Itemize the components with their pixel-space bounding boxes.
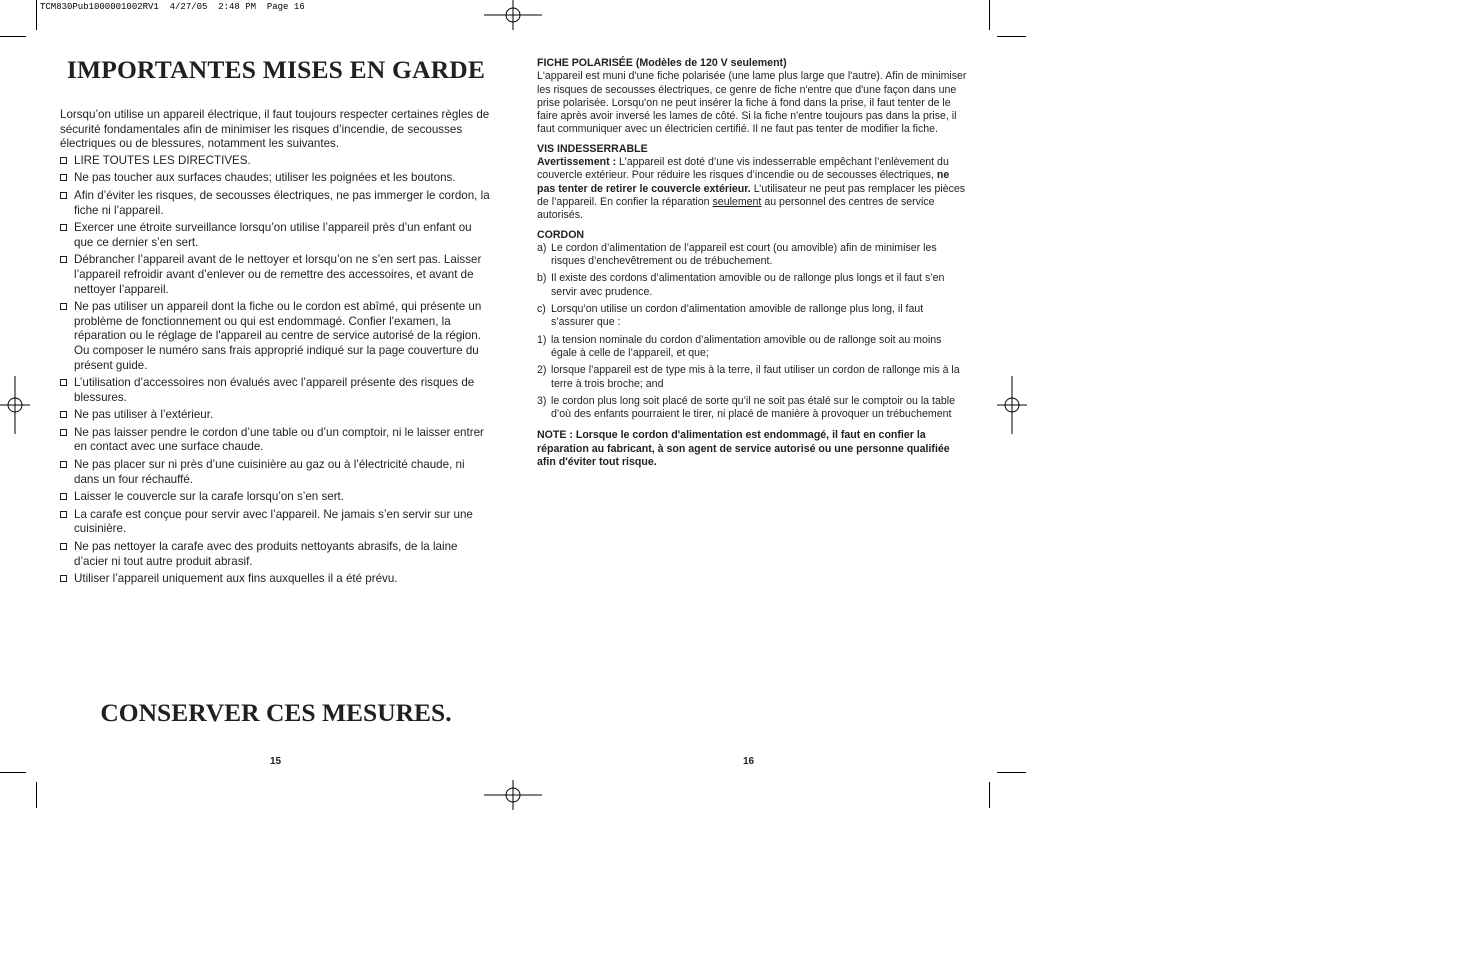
list-item-text: Afin d’éviter les risques, de secousses électriques, ne pas immerger le cordon, la fiche ni l’appareil. bbox=[74, 188, 490, 217]
tamper-screw-text bbox=[537, 156, 967, 222]
list-item bbox=[60, 253, 492, 297]
list-marker: a) bbox=[537, 241, 547, 254]
list-item bbox=[60, 408, 492, 423]
note-paragraph: NOTE : Lorsque le cordon d'alimentation est endommagé, il faut en confier la réparation au fabricant, à son agent de service autorisé ou une personne qualifiée afin d'éviter tout risque. bbox=[537, 429, 950, 469]
list-item-text: Ne pas utiliser un appareil dont la fiche ou le cordon est abîmé, qui présente un problème de fonctionnement ou qui est endommagé. Confier l'examen, la réparation ou le réglage de l'appareil au centre de service autorisé de la région. Ou composer le numéro sans frais approprié indiqué sur la page couverture du présent guide. bbox=[74, 300, 482, 372]
cord-list bbox=[537, 242, 967, 422]
crop-mark bbox=[0, 36, 26, 37]
list-item-text: La carafe est conçue pour servir avec l’appareil. Ne jamais s’en servir sur une cuisinière. bbox=[74, 507, 473, 536]
list-item bbox=[60, 490, 492, 505]
checkbox-square-icon bbox=[60, 192, 67, 199]
list-item-text: lorsque l’appareil est de type mis à la terre, il faut utiliser un cordon de rallonge mis à la terre à trois broche; and bbox=[551, 364, 960, 390]
list-item-text: Ne pas utiliser à l’extérieur. bbox=[74, 408, 214, 422]
crop-mark bbox=[997, 772, 1026, 773]
screw-text-part: L’appareil est doté d’une vis indesserrable empêchant l’enlèvement du couvercle extérieur. Pour réduire les risques d’incendie ou de secousses électriques, bbox=[537, 156, 949, 182]
list-item bbox=[60, 426, 492, 455]
list-item-text: Ne pas laisser pendre le cordon d’une table ou d’un comptoir, ni le laisser entrer en contact avec une surface chaude. bbox=[74, 425, 484, 454]
crop-mark bbox=[0, 772, 26, 773]
save-instructions-heading: CONSERVER CES MESURES. bbox=[100, 698, 452, 727]
list-marker: b) bbox=[537, 272, 547, 285]
list-item-text: Laisser le couvercle sur la carafe lorsqu’on s’en sert. bbox=[74, 490, 345, 504]
crop-mark bbox=[36, 782, 37, 808]
checkbox-square-icon bbox=[60, 379, 67, 386]
list-item bbox=[537, 242, 967, 269]
registration-mark-bottom bbox=[484, 780, 542, 810]
list-item-text: LIRE TOUTES LES DIRECTIVES. bbox=[74, 153, 251, 167]
right-page bbox=[537, 57, 967, 469]
list-marker: c) bbox=[537, 303, 546, 316]
screw-text-part: au personnel des centres de service autorisés. bbox=[537, 195, 935, 222]
checkbox-square-icon bbox=[60, 157, 67, 164]
list-item-text: Le cordon d’alimentation de l’appareil est court (ou amovible) afin de minimiser les risques d’enchevêtrement ou de trébuchement. bbox=[551, 241, 937, 268]
registration-mark-left bbox=[0, 376, 30, 434]
left-page bbox=[60, 55, 492, 590]
registration-mark-right bbox=[997, 376, 1027, 434]
page-title: IMPORTANTES MISES EN GARDE bbox=[66, 55, 486, 84]
warning-label: Avertissement : bbox=[537, 156, 617, 169]
polarized-plug-heading: FICHE POLARISÉE (Modèles de 120 V seulement) bbox=[537, 57, 787, 69]
crop-mark bbox=[997, 36, 1026, 37]
registration-mark-top bbox=[484, 0, 542, 30]
checkbox-square-icon bbox=[60, 461, 67, 468]
list-item-text: Ne pas placer sur ni près d’une cuisinière au gaz ou à l’électricité chaude, ni dans un four réchauffé. bbox=[74, 458, 465, 486]
checkbox-square-icon bbox=[60, 511, 67, 518]
checkbox-square-icon bbox=[60, 429, 67, 436]
list-item bbox=[60, 572, 492, 587]
list-item-text: Débrancher l’appareil avant de le nettoyer et lorsqu’on ne s’en sert pas. Laisser l’appareil refroidir avant d’enlever ou de remettre des accessoires, et avant de nettoyer l’appareil. bbox=[74, 253, 482, 296]
list-item bbox=[60, 458, 492, 487]
list-item bbox=[60, 508, 492, 537]
list-item bbox=[537, 364, 967, 391]
list-item-text: Il existe des cordons d’alimentation amovible ou de rallonge plus longs et il faut s’en servir avec prudence. bbox=[551, 272, 945, 298]
safety-list bbox=[60, 154, 492, 587]
page-number-left: 15 bbox=[270, 756, 282, 767]
crop-mark bbox=[989, 0, 990, 30]
list-item-text: le cordon plus long soit placé de sorte qu’il ne soit pas étalé sur le comptoir ou la table d’où des enfants pourraient le tirer, ni placé de manière à provoquer un trébuchement bbox=[551, 394, 955, 421]
list-item bbox=[60, 189, 492, 218]
checkbox-square-icon bbox=[60, 543, 67, 550]
screw-bold-text: ne pas tenter de retirer le couvercle extérieur. bbox=[537, 169, 950, 195]
checkbox-square-icon bbox=[60, 575, 67, 582]
list-item bbox=[537, 334, 967, 361]
list-item bbox=[60, 376, 492, 405]
screw-underlined-text: seulement bbox=[712, 195, 762, 208]
list-marker: 2) bbox=[537, 364, 547, 377]
checkbox-square-icon bbox=[60, 493, 67, 500]
page-number-right: 16 bbox=[743, 756, 755, 767]
list-item bbox=[60, 540, 492, 569]
list-item-text: Exercer une étroite surveillance lorsqu’on utilise l’appareil près d’un enfant ou que ce dernier s’en sert. bbox=[74, 221, 472, 249]
checkbox-square-icon bbox=[60, 411, 67, 418]
cord-heading: CORDON bbox=[537, 228, 585, 241]
list-item bbox=[60, 221, 492, 250]
tamper-screw-heading: VIS INDESSERRABLE bbox=[537, 142, 648, 155]
list-item bbox=[537, 303, 967, 330]
checkbox-square-icon bbox=[60, 174, 67, 181]
list-item-text: L’utilisation d’accessoires non évalués avec l’appareil présente des risques de blessures. bbox=[74, 376, 475, 404]
list-item-text: Lorsqu’on utilise un cordon d’alimentation amovible de rallonge plus long, il faut s’assurer que : bbox=[551, 303, 924, 329]
list-item bbox=[60, 300, 492, 373]
list-item bbox=[60, 154, 492, 169]
list-item-text: la tension nominale du cordon d’alimentation amovible ou de rallonge soit au moins égale à celle de l’appareil, et que; bbox=[551, 333, 942, 359]
list-marker: 1) bbox=[537, 333, 547, 346]
crop-mark bbox=[989, 782, 990, 808]
checkbox-square-icon bbox=[60, 256, 67, 263]
list-item-text: Ne pas toucher aux surfaces chaudes; utiliser les poignées et les boutons. bbox=[74, 171, 456, 185]
intro-paragraph: Lorsqu’on utilise un appareil électrique, il faut toujours respecter certaines règles de sécurité fondamentales afin de minimiser les risques d’incendie, de secousses électriques ou de blessures, notamment les suivantes. bbox=[60, 108, 490, 151]
polarized-plug-text: L'appareil est muni d'une fiche polarisée (une lame plus large que l'autre). Afin de minimiser les risques de secousses électriques, ce genre de fiche n'entre que d'une façon dans une prise polarisée. Lorsqu'on ne peut insérer la fiche à fond dans la prise, il faut tenter de le faire après avoir inversé les lames de côté. Si la fiche n'entre toujours pas dans la prise, il faut communiquer avec un électricien certifié. Il ne faut pas tenter de modifier la fiche. bbox=[537, 70, 967, 136]
list-marker: 3) bbox=[537, 394, 547, 407]
crop-mark bbox=[36, 0, 37, 30]
list-item-text: Utiliser l’appareil uniquement aux fins auxquelles il a été prévu. bbox=[74, 572, 398, 586]
list-item bbox=[537, 272, 967, 299]
checkbox-square-icon bbox=[60, 303, 67, 310]
print-slug: TCM830Pub1000001002RV1 4/27/05 2:48 PM Page 16 bbox=[40, 2, 305, 12]
checkbox-square-icon bbox=[60, 224, 67, 231]
screw-text-part: L’utilisateur ne peut pas remplacer les pièces de l’appareil. En confier la réparation bbox=[537, 182, 966, 208]
list-item-text: Ne pas nettoyer la carafe avec des produits nettoyants abrasifs, de la laine d’acier ni tout autre produit abrasif. bbox=[74, 540, 458, 568]
list-item bbox=[537, 395, 967, 422]
list-item bbox=[60, 171, 492, 186]
